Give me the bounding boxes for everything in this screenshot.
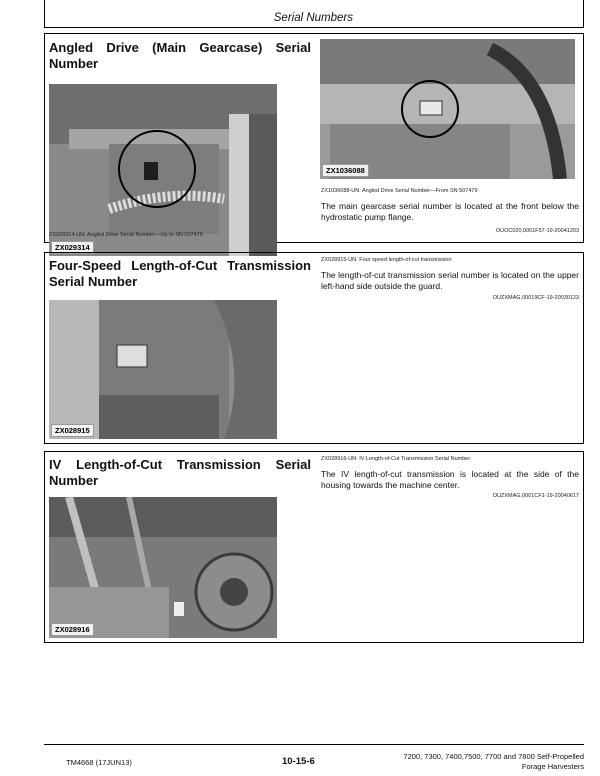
section-iv-length xyxy=(44,451,584,643)
footer-model-line2: Forage Harvesters xyxy=(521,762,584,771)
footer-doc-id: TM4668 (17JUN13) xyxy=(66,758,132,767)
page-title: Serial Numbers xyxy=(273,12,353,24)
photo-label: ZX029314 xyxy=(51,241,94,254)
footer-model-line1: 7200, 7300, 7400,7500, 7700 and 7800 Self-Propelled xyxy=(403,752,584,761)
reference-code: OUOC020,0001F57-19-20041203 xyxy=(495,228,579,234)
photo-caption: ZX029314-UN: Angled Drive Serial Number—Up to SN 507478 xyxy=(49,232,203,238)
photo-iv-length xyxy=(49,497,277,638)
photo-angled-drive-early xyxy=(49,84,277,256)
reference-code: OUZXMAG,00019CF-19-20030123 xyxy=(492,295,579,301)
photo-label: ZX1036088 xyxy=(322,164,369,177)
body-text: The IV length-of-cut transmission is located at the side of the housing towards the machine center. xyxy=(321,469,579,490)
photo-label: ZX028916 xyxy=(51,623,94,636)
photo-caption: ZX028915-UN: Four speed length-of-cut transmission xyxy=(321,257,452,263)
photo-label: ZX028915 xyxy=(51,424,94,437)
footer-page-number: 10-15-6 xyxy=(282,756,315,767)
reference-code: OUZXMAG,0001CF1-19-20040617 xyxy=(492,493,579,499)
photo-caption: ZX028916-UN: IV Length-of-Cut Transmission Serial Number xyxy=(321,456,471,462)
section-angled-drive xyxy=(44,33,584,252)
section-four-speed xyxy=(44,252,584,444)
section-heading: Four-Speed Length-of-Cut Transmission Serial Number xyxy=(49,258,311,289)
body-text: The main gearcase serial number is located at the front below the hydrostatic pump flange. xyxy=(321,201,579,222)
section-heading: Angled Drive (Main Gearcase) Serial Number xyxy=(49,40,311,71)
photo-angled-drive-late xyxy=(320,39,575,179)
body-text: The length-of-cut transmission serial number is located on the upper left-hand side outside the guard. xyxy=(321,270,579,291)
section-heading: IV Length-of-Cut Transmission Serial Number xyxy=(49,457,311,488)
photo-caption: ZX1036088-UN: Angled Drive Serial Number—From SN 507479 xyxy=(321,188,478,194)
page-header xyxy=(44,0,584,28)
footer-rule xyxy=(44,744,584,745)
photo-four-speed xyxy=(49,300,277,439)
